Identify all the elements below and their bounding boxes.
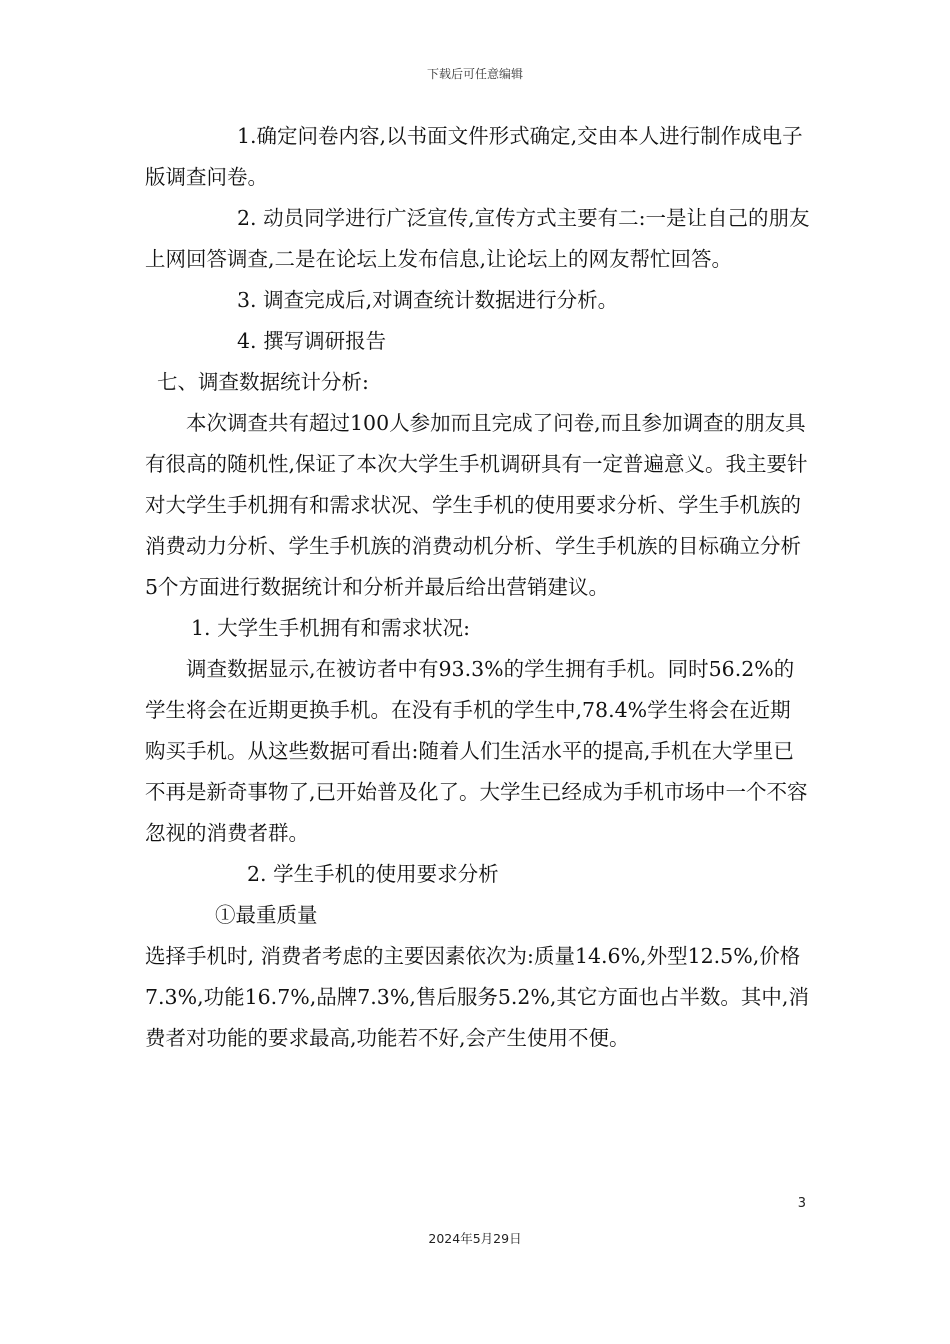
list-item-4: 4. 撰写调研报告 xyxy=(237,329,387,353)
page-header: 下载后可任意编辑 xyxy=(426,67,523,81)
subsection-heading-2: 2. 学生手机的使用要求分析 xyxy=(247,862,499,886)
point-heading: ①最重质量 xyxy=(215,903,318,927)
subsection-heading-1: 1. 大学生手机拥有和需求状况: xyxy=(191,616,470,640)
list-item-2: 2. 动员同学进行广泛宣传,宣传方式主要有二:一是让自己的朋友上网回答调查,二是在论坛上发布信息,让论坛上的网友帮忙回答。 xyxy=(145,206,810,271)
body-paragraph: 选择手机时, 消费者考虑的主要因素依次为:质量14.6%,外型12.5%,价格7.3%,功能16.7%,品牌7.3%,售后服务5.2%,其它方面也占半数。其中,消费者对功能的要求最高,功能若不好,会产生使用不便。 xyxy=(145,944,809,1050)
list-item-3: 3. 调查完成后,对调查统计数据进行分析。 xyxy=(237,288,619,312)
body-paragraph: 本次调查共有超过100人参加而且完成了问卷,而且参加调查的朋友具有很高的随机性,保证了本次大学生手机调研具有一定普遍意义。我主要针对大学生手机拥有和需求状况、学生手机的使用要求分析、学生手机族的消费动力分析、学生手机族的消费动机分析、学生手机族的目标确立分析5个方面进行数据统计和分析并最后给出营销建议。 xyxy=(145,411,808,599)
document-body xyxy=(145,116,810,1059)
body-paragraph: 调查数据显示,在被访者中有93.3%的学生拥有手机。同时56.2%的学生将会在近期更换手机。在没有手机的学生中,78.4%学生将会在近期购买手机。从这些数据可看出:随着人们生活水平的提高,手机在大学里已不再是新奇事物了,已开始普及化了。大学生已经成为手机市场中一个不容忽视的消费者群。 xyxy=(145,657,808,845)
page-footer-date: 2024年5月29日 xyxy=(428,1231,522,1246)
section-heading: 七、调查数据统计分析: xyxy=(157,370,369,394)
page-number: 3 xyxy=(797,1196,806,1211)
list-item-1: 1.确定问卷内容,以书面文件形式确定,交由本人进行制作成电子版调查问卷。 xyxy=(145,124,803,189)
